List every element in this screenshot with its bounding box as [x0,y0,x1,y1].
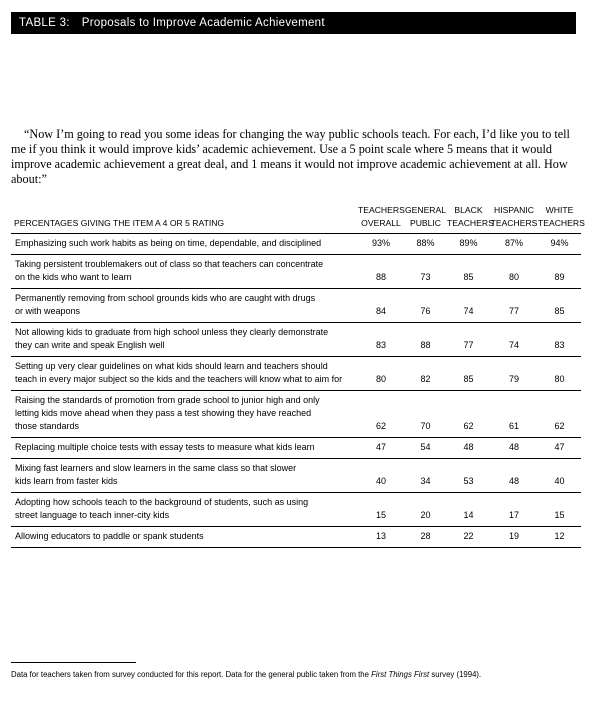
title-separator: : [66,17,70,29]
row-value: 84 [358,289,404,323]
table-row [11,493,581,527]
column-header-white-teachers: WHITE TEACHERS [538,204,581,234]
table-row [11,459,581,493]
table-row [11,391,581,438]
row-value: 85 [538,289,581,323]
column-header-general-public: GENERAL PUBLIC [404,204,447,234]
row-value: 20 [404,493,447,527]
row-item-text: Allowing educators to paddle or spank students [11,527,358,548]
table-body [11,234,581,548]
table-row [11,255,581,289]
row-value: 88 [358,255,404,289]
row-value: 83 [358,323,404,357]
row-value: 34 [404,459,447,493]
row-value: 15 [358,493,404,527]
row-value: 80 [490,255,538,289]
row-item-text: Mixing fast learners and slow learners in the same class so that slower kids learn from faster kids [11,459,358,493]
row-item-text: Emphasizing such work habits as being on time, dependable, and disciplined [11,234,358,255]
row-value: 28 [404,527,447,548]
table-row [11,357,581,391]
survey-name: First Things First [371,670,430,679]
survey-question: “Now I’m going to read you some ideas for changing the way public schools teach. For each, I’d like you to tell me if you think it would improve kids’ academic achievement. Use a 5 point scale where 5 means that it would improve academic achievement a great deal, and 1 means it would not improve academic achievement at all. How about:” [11,127,570,186]
row-value: 47 [538,438,581,459]
table-row [11,438,581,459]
row-value: 94% [538,234,581,255]
row-value: 77 [447,323,490,357]
row-value: 93% [358,234,404,255]
row-item-text: Taking persistent troublemakers out of class so that teachers can concentrate on the kids who want to learn [11,255,358,289]
table-row [11,323,581,357]
row-value: 40 [538,459,581,493]
row-value: 80 [538,357,581,391]
table-title-banner [11,12,576,34]
row-value: 19 [490,527,538,548]
row-value: 88% [404,234,447,255]
row-value: 88 [404,323,447,357]
row-value: 17 [490,493,538,527]
row-value: 54 [404,438,447,459]
table-row [11,527,581,548]
row-value: 53 [447,459,490,493]
row-value: 87% [490,234,538,255]
row-value: 48 [490,459,538,493]
row-value: 48 [447,438,490,459]
column-header-item: PERCENTAGES GIVING THE ITEM A 4 OR 5 RATING [11,204,358,234]
row-value: 85 [447,255,490,289]
row-item-text: Replacing multiple choice tests with essay tests to measure what kids learn [11,438,358,459]
row-value: 83 [538,323,581,357]
results-table [11,204,585,548]
row-value: 73 [404,255,447,289]
column-header-black-teachers: BLACK TEACHERS [447,204,490,234]
row-item-text: Raising the standards of promotion from grade school to junior high and only letting kids move ahead when they pass a test showing they have reached those standards [11,391,358,438]
row-value: 76 [404,289,447,323]
table-title: Proposals to Improve Academic Achievement [81,17,325,29]
column-header-hispanic-teachers: HISPANIC TEACHERS [490,204,538,234]
row-value: 74 [490,323,538,357]
row-value: 89% [447,234,490,255]
row-value: 79 [490,357,538,391]
footnote: Data for teachers taken from survey conducted for this report. Data for the general public taken from the First Things First survey (1994). [11,670,482,679]
row-value: 47 [358,438,404,459]
row-value: 77 [490,289,538,323]
row-value: 74 [447,289,490,323]
row-value: 13 [358,527,404,548]
row-value: 62 [358,391,404,438]
row-value: 80 [358,357,404,391]
row-item-text: Not allowing kids to graduate from high school unless they clearly demonstrate they can write and speak English well [11,323,358,357]
row-value: 12 [538,527,581,548]
row-value: 61 [490,391,538,438]
footnote-rule [11,662,136,663]
row-value: 62 [447,391,490,438]
row-value: 82 [404,357,447,391]
column-header-teachers-overall: TEACHERS OVERALL [358,204,404,234]
table-row [11,234,581,255]
row-value: 62 [538,391,581,438]
row-value: 70 [404,391,447,438]
row-value: 85 [447,357,490,391]
table-header-row [11,204,581,234]
row-item-text: Setting up very clear guidelines on what kids should learn and teachers should teach in every major subject so the kids and the teachers will know what to aim for [11,357,358,391]
row-item-text: Adopting how schools teach to the background of students, such as using street language to teach inner-city kids [11,493,358,527]
row-value: 40 [358,459,404,493]
row-value: 14 [447,493,490,527]
table-row [11,289,581,323]
table-number: TABLE 3 [19,17,67,29]
row-item-text: Permanently removing from school grounds kids who are caught with drugs or with weapons [11,289,358,323]
row-value: 48 [490,438,538,459]
row-value: 22 [447,527,490,548]
row-value: 89 [538,255,581,289]
row-value: 15 [538,493,581,527]
